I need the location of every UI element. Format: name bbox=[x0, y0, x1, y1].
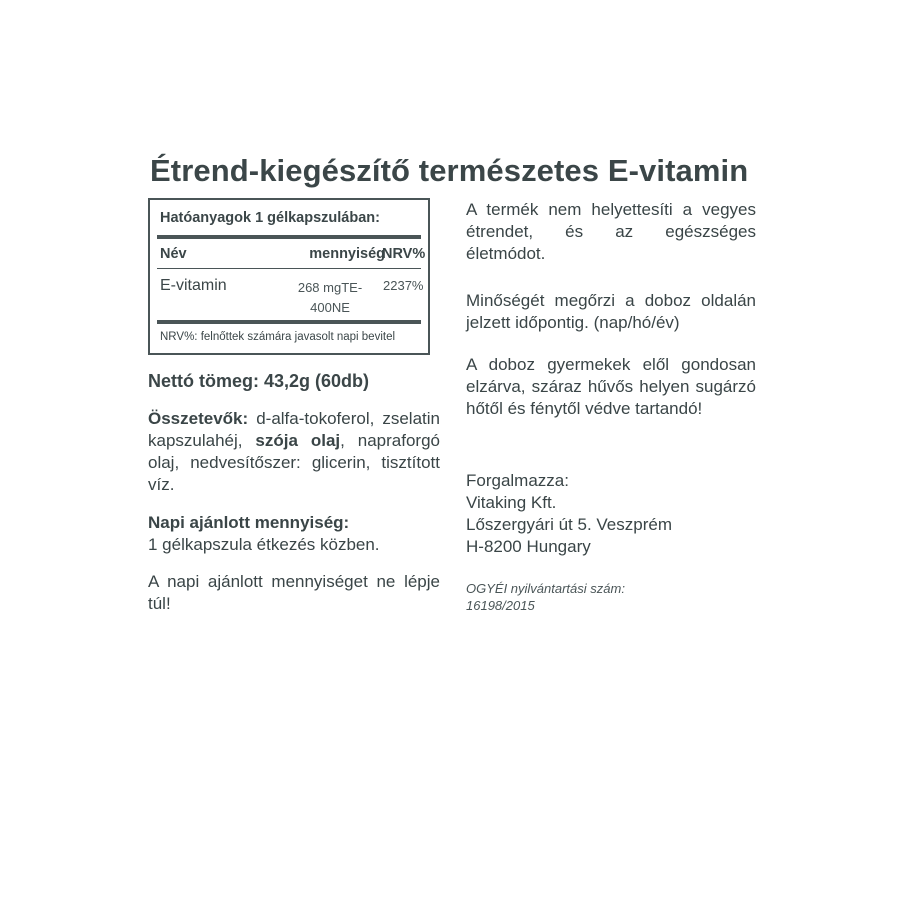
column-header-amount: mennyiség bbox=[309, 246, 385, 262]
allergen: szója olaj bbox=[255, 431, 341, 450]
storage-text: A doboz gyermekek elől gondosan elzárva, száraz hűvős helyen sugárzó hőtől és fénytől védve tartandó! bbox=[466, 355, 756, 418]
distributor-street: Lőszergyári út 5. Veszprém bbox=[466, 515, 672, 534]
registry-label: OGYÉI nyilvántartási szám: bbox=[466, 581, 625, 596]
nutrition-table bbox=[148, 198, 430, 355]
nutrient-amount-line1: 268 mgTE- bbox=[297, 280, 363, 295]
notice bbox=[466, 199, 756, 265]
ingredients-label: Összetevők: bbox=[148, 409, 249, 428]
registry bbox=[466, 580, 756, 614]
nutrient-name: E-vitamin bbox=[160, 277, 227, 294]
nutrient-amount-line2: 400NE bbox=[310, 300, 350, 315]
nutrition-heading: Hatóanyagok 1 gélkapszulában: bbox=[160, 210, 380, 226]
shelf-life bbox=[466, 290, 756, 334]
divider bbox=[157, 320, 421, 324]
distributor-company: Vitaking Kft. bbox=[466, 493, 557, 512]
net-weight: Nettó tömeg: 43,2g (60db) bbox=[148, 371, 370, 391]
nutrient-nrv: 2237% bbox=[383, 278, 424, 293]
notice-text: A termék nem helyettesíti a vegyes étrendet, és az egészséges életmódot. bbox=[466, 200, 756, 263]
nutrient-amount bbox=[280, 278, 380, 318]
warning bbox=[148, 571, 440, 615]
daily-dose bbox=[148, 512, 440, 556]
product-title: Étrend-kiegészítő természetes E-vitamin bbox=[150, 153, 749, 188]
warning-text: A napi ajánlott mennyiséget ne lépje túl! bbox=[148, 572, 440, 613]
ingredients-text bbox=[148, 408, 440, 496]
ingredients bbox=[148, 408, 440, 496]
distributor-label: Forgalmazza: bbox=[466, 471, 569, 490]
distributor-city: H-8200 Hungary bbox=[466, 537, 591, 556]
storage bbox=[466, 354, 756, 420]
registry-number: 16198/2015 bbox=[466, 598, 535, 613]
shelf-life-text: Minőségét megőrzi a doboz oldalán jelzett időpontig. (nap/hó/év) bbox=[466, 291, 756, 332]
daily-dose-label: Napi ajánlott mennyiség: bbox=[148, 513, 350, 532]
nutrition-footnote: NRV%: felnőttek számára javasolt napi bevitel bbox=[160, 331, 396, 343]
divider bbox=[157, 235, 421, 239]
column-header-name: Név bbox=[160, 246, 187, 262]
distributor bbox=[466, 470, 756, 558]
ingredients-part-a: d-alfa-tokoferol, zselatin kapszulahéj, bbox=[148, 409, 440, 450]
daily-dose-text: 1 gélkapszula étkezés közben. bbox=[148, 535, 380, 554]
ingredients-part-b: , napraforgó olaj, nedvesítőszer: glicerin, tisztított víz. bbox=[148, 431, 440, 494]
column-header-nrv: NRV% bbox=[382, 246, 426, 262]
divider bbox=[157, 268, 421, 269]
